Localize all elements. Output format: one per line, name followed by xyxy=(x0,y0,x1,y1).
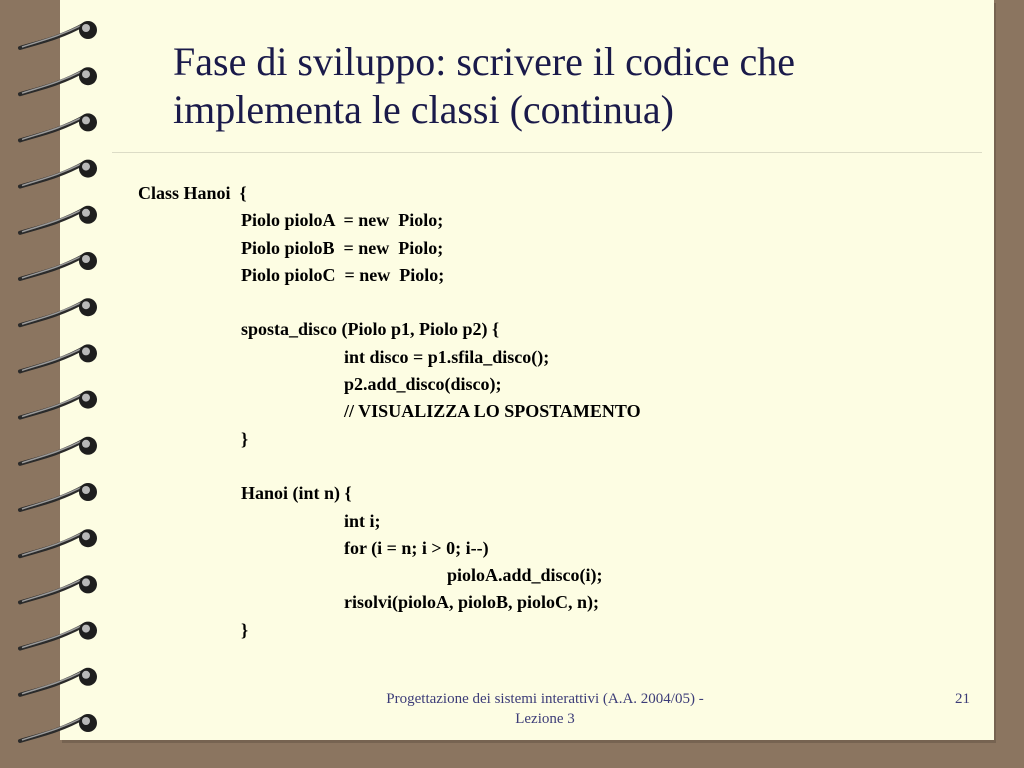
code-line: Class Hanoi { xyxy=(138,183,247,203)
code-line: int disco = p1.sfila_disco(); xyxy=(344,346,550,367)
code-line: Piolo pioloC = new Piolo; xyxy=(241,264,445,285)
spiral-ring-icon xyxy=(20,391,97,418)
spiral-ring-icon xyxy=(20,575,97,602)
code-line: } xyxy=(241,619,249,640)
code-line: for (i = n; i > 0; i--) xyxy=(344,537,489,558)
code-line: pioloA.add_disco(i); xyxy=(447,565,603,586)
title-divider xyxy=(112,152,982,153)
code-blank-line xyxy=(138,289,938,316)
code-blank-line xyxy=(138,453,938,480)
spiral-ring-icon xyxy=(20,113,97,140)
code-line: Hanoi (int n) { xyxy=(241,483,352,504)
spiral-ring-icon xyxy=(20,529,97,556)
spiral-ring-icon xyxy=(20,206,97,233)
spiral-ring-icon xyxy=(20,437,97,464)
code-line: } xyxy=(241,428,249,449)
spiral-ring-icon xyxy=(20,344,97,371)
spiral-ring-icon xyxy=(20,160,97,187)
code-line: // VISUALIZZA LO SPOSTAMENTO xyxy=(344,401,641,422)
spiral-ring-icon xyxy=(20,483,97,510)
spiral-ring-icon xyxy=(20,714,97,741)
code-line: Piolo pioloB = new Piolo; xyxy=(241,237,444,258)
spiral-binding-icon xyxy=(0,0,120,750)
code-line: risolvi(pioloA, pioloB, pioloC, n); xyxy=(344,592,600,613)
slide-title: Fase di sviluppo: scrivere il codice che implementa le classi (continua) xyxy=(173,39,796,132)
spiral-ring-icon xyxy=(20,622,97,649)
spiral-ring-icon xyxy=(20,298,97,325)
code-line: int i; xyxy=(344,510,381,531)
spiral-ring-icon xyxy=(20,67,97,94)
page-number: 21 xyxy=(955,691,970,707)
code-line: sposta_disco (Piolo p1, Piolo p2) { xyxy=(241,319,500,340)
spiral-ring-icon xyxy=(20,668,97,695)
code-line: Piolo pioloA = new Piolo; xyxy=(241,210,444,231)
spiral-ring-icon xyxy=(20,21,97,48)
spiral-ring-icon xyxy=(20,252,97,279)
slide-footer: Progettazione dei sistemi interattivi (A.A. 2004/05) - Lezione 3 xyxy=(386,691,704,727)
code-block xyxy=(138,180,938,644)
code-line: p2.add_disco(disco); xyxy=(344,374,502,395)
